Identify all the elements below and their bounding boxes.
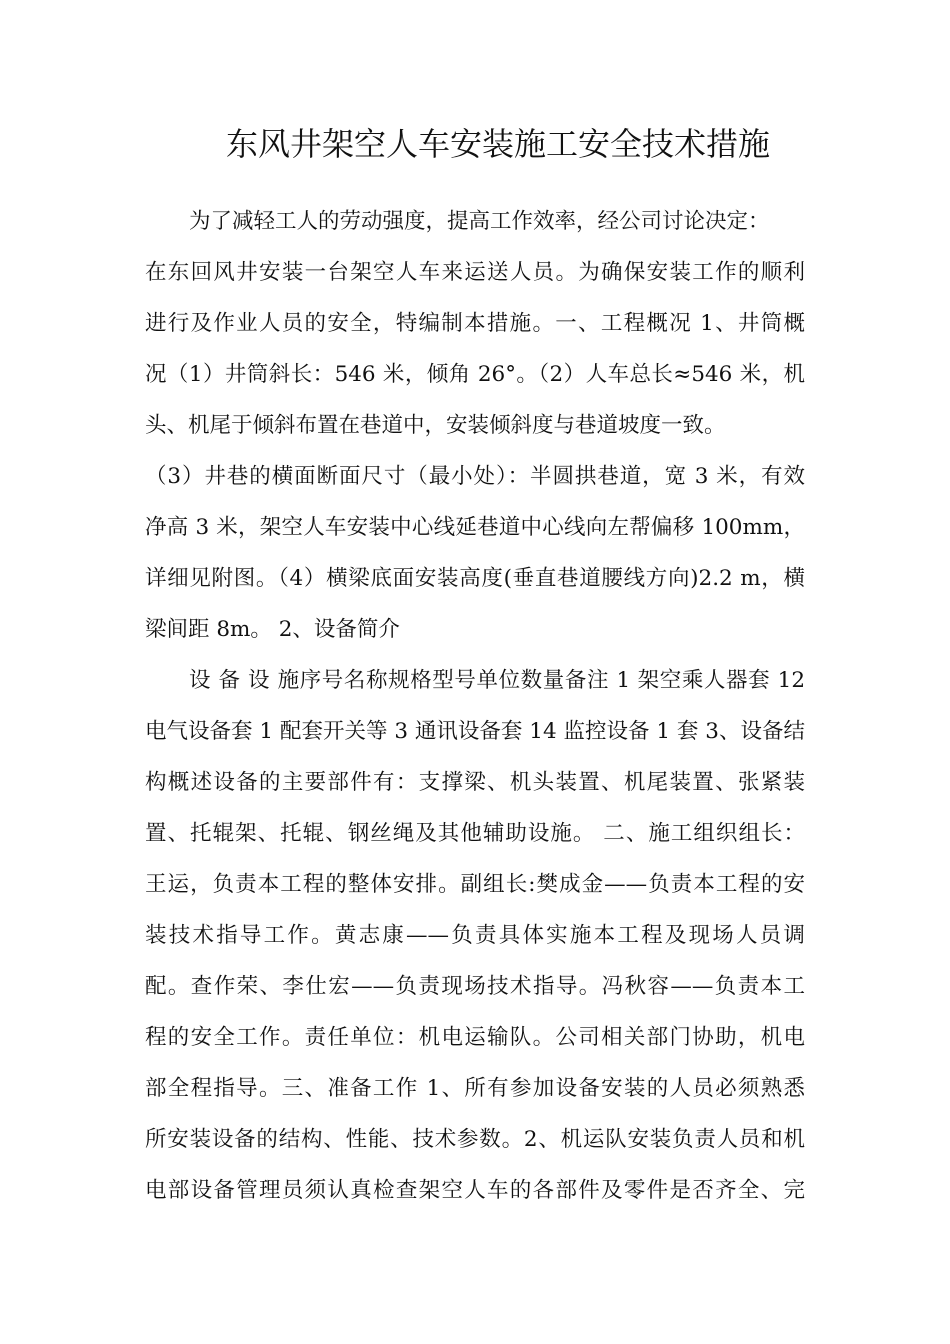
body-line-15: 装技术指导工作。黄志康——负责具体实施本工程及现场人员调 (145, 923, 805, 948)
body-line-5: 头、机尾于倾斜布置在巷道中，安装倾斜度与巷道坡度一致。 (145, 413, 726, 438)
body-line-6: （3）井巷的横面断面尺寸（最小处）：半圆拱巷道，宽 3 米，有效 (145, 464, 805, 489)
body-line-9: 梁间距 8m。 2、设备简介 (145, 617, 400, 642)
body-line-11: 电气设备套 1 配套开关等 3 通讯设备套 14 监控设备 1 套 3、设备结 (145, 719, 805, 744)
body-line-4: 况（1）井筒斜长：546 米，倾角 26°。（2）人车总长≈546 米，机 (145, 362, 805, 387)
body-line-1: 为了减轻工人的劳动强度，提高工作效率，经公司讨论决定： (189, 209, 770, 234)
body-line-7: 净高 3 米，架空人车安装中心线延巷道中心线向左帮偏移 100mm， (145, 515, 805, 540)
body-line-8: 详细见附图。（4）横梁底面安装高度(垂直巷道腰线方向)2.2 m，横 (145, 566, 805, 591)
body-line-2: 在东回风井安装一台架空人车来运送人员。为确保安装工作的顺利 (145, 260, 805, 285)
document-body (145, 196, 805, 1216)
body-line-18: 部全程指导。三、准备工作 1、所有参加设备安装的人员必须熟悉 (145, 1076, 805, 1101)
body-line-10: 设 备 设 施序号名称规格型号单位数量备注 1 架空乘人器套 12 (189, 668, 805, 693)
body-line-17: 程的安全工作。责任单位：机电运输队。公司相关部门协助，机电 (145, 1025, 805, 1050)
body-line-13: 置、托辊架、托辊、钢丝绳及其他辅助设施。 二、施工组织组长： (145, 821, 805, 846)
body-line-16: 配。查作荣、李仕宏——负责现场技术指导。冯秋容——负责本工 (145, 974, 805, 999)
body-line-19: 所安装设备的结构、性能、技术参数。2、机运队安装负责人员和机 (145, 1127, 805, 1152)
document-title: 东风井架空人车安装施工安全技术措施 (226, 125, 771, 163)
body-line-12: 构概述设备的主要部件有：支撑梁、机头装置、机尾装置、张紧装 (145, 770, 805, 795)
body-line-20: 电部设备管理员须认真检查架空人车的各部件及零件是否齐全、完 (145, 1178, 805, 1203)
body-line-14: 王运，负责本工程的整体安排。副组长:樊成金——负责本工程的安 (145, 872, 805, 897)
body-line-3: 进行及作业人员的安全，特编制本措施。一、工程概况 1、井筒概 (145, 311, 805, 336)
